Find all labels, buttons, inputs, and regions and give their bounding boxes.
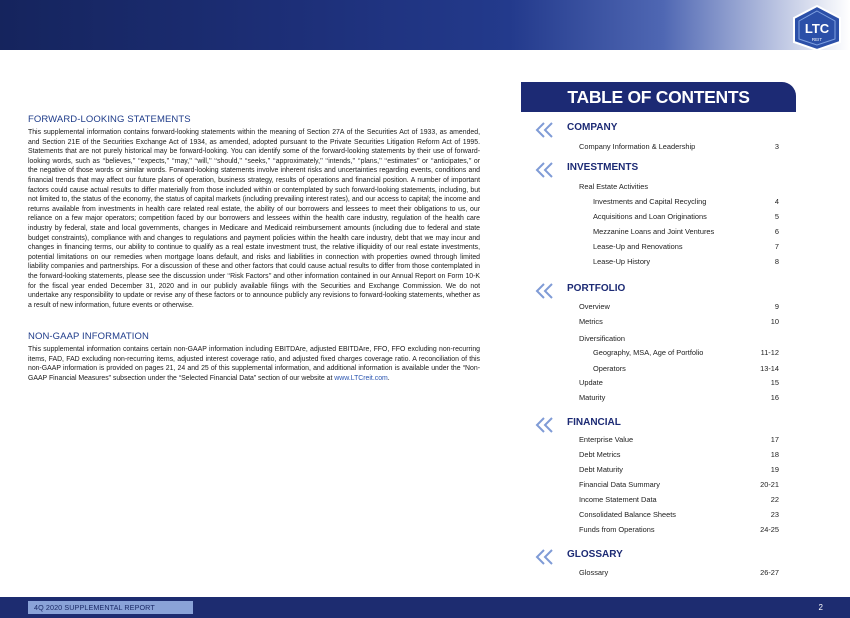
toc-row-page: 9 [774, 302, 779, 311]
toc-row-page: 16 [770, 393, 779, 402]
toc-row[interactable] [579, 509, 779, 520]
toc-row[interactable] [579, 524, 779, 535]
non-gaap-title: NON-GAAP INFORMATION [28, 331, 149, 343]
toc-row[interactable] [579, 494, 779, 505]
toc-row[interactable] [579, 464, 779, 475]
toc-row[interactable] [579, 449, 779, 460]
forward-looking-body: This supplemental information contains forward-looking statements within the meaning of Section 27A of the Securities Act of 1933, as amended, and Section 21E of the Securities Exchange Act of 1934, as amended, adopted pursuant to the Private Securities Litigation Reform Act of 1995. Statements that are not purely historical may be forward-looking. You can identify some of the forward-looking statements by their use of forward-looking words, such as ‘‘believes,’’ ‘‘expects,’’ ‘‘may,’’ ‘‘will,’’ ‘‘should,’’ ‘‘seeks,’’ ‘‘approximately,’’ ‘‘intends,’’ ‘‘plans,’’ ‘‘estimates’’ or ‘‘anticipates,’’ or the negative of those words or similar words. Forward-looking statements involve inherent risks and uncertainties regarding events, conditions and financial trends that may affect our future plans of operation, business strategy, results of operations and financial position. A number of important factors could cause actual results to differ materially from those included within or contemplated by such forward-looking statements, including, but not limited to, the status of the economy, the status of capital markets (including prevailing interest rates), and our access to capital; the income and returns available from investments in health care related real estate, the ability of our borrowers and lessees to meet their obligations to us, our reliance on a few major operators; competition faced by our borrowers and lessees within the health care industry, regulation of the health care industry by federal, state and local governments, changes in Medicare and Medicaid reimbursement amounts (including due to federal and state budget constraints), compliance with and changes to regulations and payment policies within the health care industry, debt that we may incur and changes in financing terms, our ability to continue to qualify as a real estate investment trust, the relative illiquidity of our real estate investments, potential limitations on our remedies when mortgage loans default, and risks and liabilities in connection with properties owned through limited liability companies and partnerships. For a discussion of these and other factors that could cause actual results to differ from those contemplated in the forward-looking statements, please see the discussion under ‘‘Risk Factors’’ and other information contained in our Annual Report on Form 10-K for the fiscal year ended December 31, 2020 and in our publicly available filings with the Securities and Exchange Commission. We do not undertake any responsibility to update or revise any of these factors or to announce publicly any revisions to forward-looking statements, whether as a result of new information, future events or otherwise. [28, 129, 480, 309]
toc-heading-investments[interactable]: INVESTMENTS [567, 162, 639, 173]
toc-title: TABLE OF CONTENTS [521, 82, 796, 112]
non-gaap-body [28, 345, 480, 383]
toc-group-label [579, 181, 779, 192]
toc-heading-financial[interactable]: FINANCIAL [567, 417, 621, 428]
toc-row-label: Lease-Up and Renovations [593, 242, 683, 251]
forward-looking-title: FORWARD-LOOKING STATEMENTS [28, 114, 191, 125]
toc-row-label: Enterprise Value [579, 435, 634, 444]
toc-row-page: 18 [770, 450, 779, 459]
double-chevron-icon [535, 122, 555, 138]
toc-row-page: 5 [774, 212, 779, 221]
toc-group-text: Real Estate Activities [579, 182, 649, 191]
toc-row-page: 19 [770, 465, 779, 474]
toc-row[interactable] [579, 301, 779, 312]
toc-row[interactable] [579, 316, 779, 327]
toc-row[interactable] [593, 241, 779, 252]
toc-row-label: Funds from Operations [579, 525, 655, 534]
double-chevron-icon [535, 417, 555, 433]
toc-row[interactable] [593, 363, 779, 374]
double-chevron-icon [535, 162, 555, 178]
toc-row-page: 10 [770, 317, 779, 326]
toc-row-page: 26-27 [760, 568, 779, 577]
toc-row-page: 17 [770, 435, 779, 444]
toc-row[interactable] [593, 347, 779, 358]
toc-row-label: Investments and Capital Recycling [593, 197, 707, 206]
page-number: 2 [818, 603, 823, 612]
toc-heading-glossary[interactable]: GLOSSARY [567, 549, 623, 560]
toc-row-label: Lease-Up History [593, 257, 651, 266]
toc-row-label: Metrics [579, 317, 603, 326]
toc-heading-company[interactable]: COMPANY [567, 122, 618, 133]
toc-row[interactable] [579, 434, 779, 445]
toc-row-label: Glossary [579, 568, 609, 577]
toc-row[interactable] [593, 196, 779, 207]
toc-row-label: Debt Maturity [579, 465, 623, 474]
toc-row-label: Update [579, 378, 603, 387]
toc-row-page: 11-12 [760, 348, 779, 357]
toc-row-page: 13-14 [760, 364, 779, 373]
toc-row-label: Financial Data Summary [579, 480, 660, 489]
toc-row-page: 20-21 [760, 480, 779, 489]
toc-row-page: 7 [774, 242, 779, 251]
toc-row-page: 24-25 [760, 525, 779, 534]
non-gaap-end: . [387, 375, 390, 383]
toc-row-page: 15 [770, 378, 779, 387]
toc-row[interactable] [579, 392, 779, 403]
toc-row[interactable] [579, 479, 779, 490]
toc-row-page: 6 [774, 227, 779, 236]
toc-row-page: 8 [774, 257, 779, 266]
toc-row[interactable] [593, 226, 779, 237]
toc-row-page: 22 [770, 495, 779, 504]
toc-row-page: 23 [770, 510, 779, 519]
toc-row-label: Mezzanine Loans and Joint Ventures [593, 227, 715, 236]
toc-row[interactable] [579, 567, 779, 578]
toc-row-page: 4 [774, 197, 779, 206]
toc-row-page: 3 [774, 142, 779, 151]
header-band [0, 0, 850, 50]
toc-group-text: Diversification [579, 334, 626, 343]
toc-row-label: Operators [593, 364, 626, 373]
logo-text: LTC [804, 21, 830, 36]
toc-row[interactable] [579, 377, 779, 388]
toc-row[interactable] [593, 211, 779, 222]
ltc-logo [790, 4, 844, 50]
toc-row[interactable] [593, 256, 779, 267]
logo-subtext: REIT [811, 37, 823, 42]
non-gaap-text: This supplemental information contains certain non-GAAP information including EBITDAre, adjusted EBITDAre, FFO, FFO excluding non-recurring items, FAD, FAD excluding non-recurring items, adjusted interest coverage ratio, and adjusted fixed charges coverage ratio. A reconciliation of this non-GAAP information is provided on pages 21, 24 and 25 of this supplemental information, and additional information is available under the “Non-GAAP Financial Measures” subsection under the “Selected Financial Data” section of our website at [28, 346, 480, 383]
toc-row-label: Maturity [579, 393, 606, 402]
toc-row-label: Acquisitions and Loan Originations [593, 212, 707, 221]
report-name: 4Q 2020 SUPPLEMENTAL REPORT [34, 603, 155, 612]
toc-row-label: Company Information & Leadership [579, 142, 696, 151]
website-link[interactable]: www.LTCreit.com [334, 375, 388, 383]
double-chevron-icon [535, 283, 555, 299]
toc-row-label: Income Statement Data [579, 495, 657, 504]
toc-group-label [579, 333, 779, 344]
toc-row-label: Debt Metrics [579, 450, 621, 459]
toc-row-label: Geography, MSA, Age of Portfolio [593, 348, 704, 357]
toc-row[interactable] [579, 141, 779, 152]
disclosures [28, 114, 480, 384]
toc-heading-portfolio[interactable]: PORTFOLIO [567, 283, 626, 294]
double-chevron-icon [535, 549, 555, 565]
toc-row-label: Consolidated Balance Sheets [579, 510, 676, 519]
toc-row-label: Overview [579, 302, 610, 311]
